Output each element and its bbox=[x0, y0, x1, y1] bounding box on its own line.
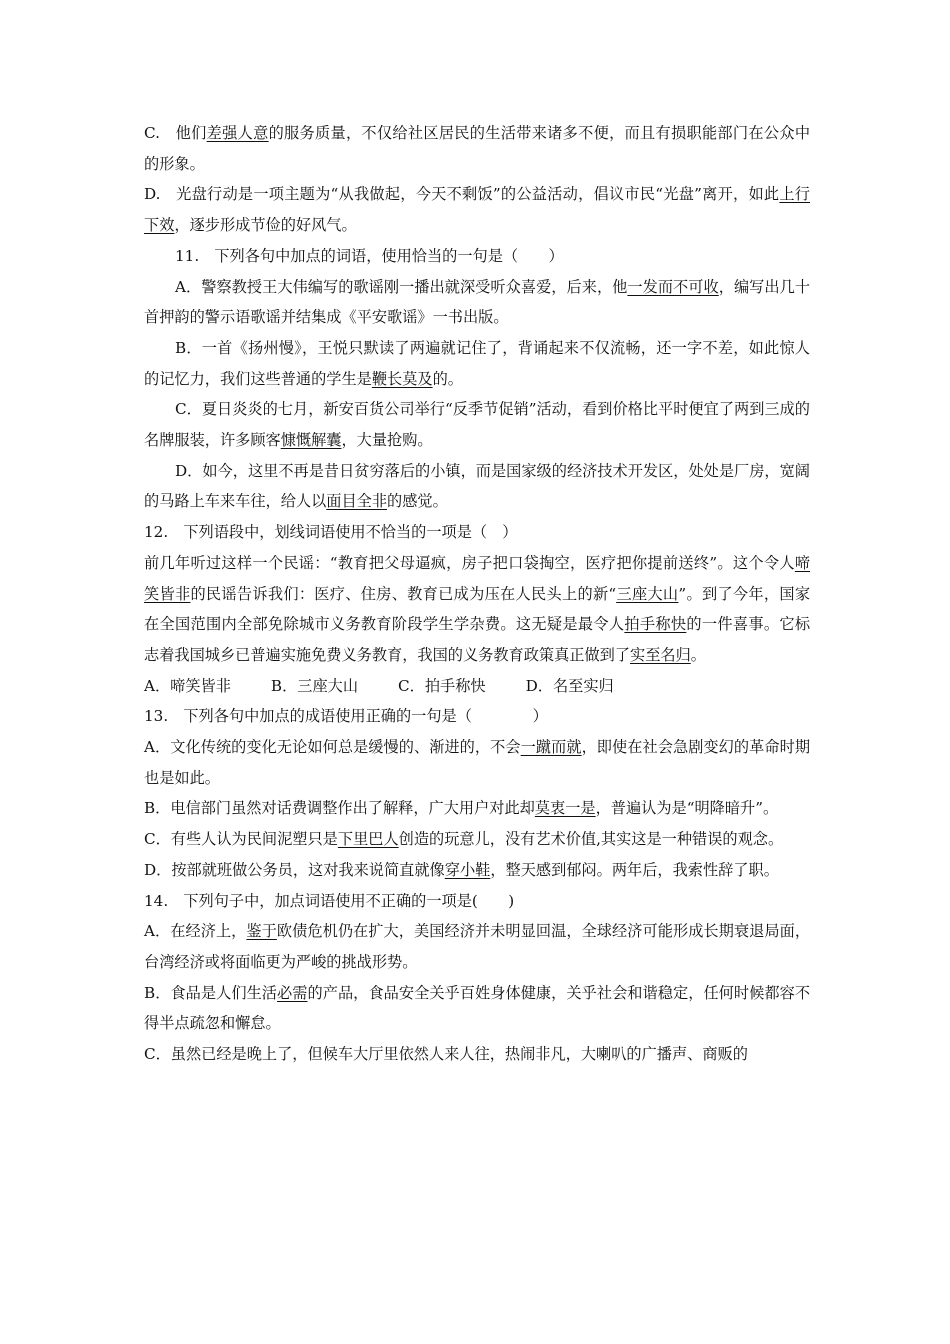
q11-option-b: B．一首《扬州慢》，王悦只默读了两遍就记住了，背诵起来不仅流畅，还一字不差，如此惊人的记忆力，我们这些普通的学生是鞭长莫及的。 bbox=[144, 338, 810, 388]
q13-option-d: D．按部就班做公务员，这对我来说简直就像穿小鞋，整天感到郁闷。两年后，我索性辞了职。 bbox=[144, 860, 779, 879]
q11-option-c: C．夏日炎炎的七月，新安百货公司举行“反季节促销”活动，看到价格比平时便宜了两到三成的名牌服装，许多顾客慷慨解囊，大量抢购。 bbox=[144, 400, 810, 450]
underlined-term: 鉴于 bbox=[246, 922, 277, 941]
q12-passage: 前几年听过这样一个民谣：“教育把父母逼疯，房子把口袋掏空，医疗把你提前送终”。这个令人啼笑皆非的民谣告诉我们：医疗、住房、教育已成为压在人民头上的新“三座大山”。到了今年，国家在全国范围内全部免除城市义务教育阶段学生学杂费。这无疑是最令人拍手称快的一件喜事。它标志着我国城乡已普遍实施免费义务教育，我国的义务教育政策真正做到了实至名归。 bbox=[144, 553, 811, 664]
q10-option-c: C. 他们差强人意的服务质量，不仅给社区居民的生活带来诸多不便，而且有损职能部门在公众中的形象。 bbox=[144, 124, 811, 173]
q12-option-c: C．拍手称快 bbox=[398, 676, 486, 695]
underlined-term: 下里巴人 bbox=[337, 830, 399, 849]
q13-option-b: B．电信部门虽然对话费调整作出了解释，广大用户对此却莫衷一是，普遍认为是“明降暗升”。 bbox=[144, 799, 779, 818]
underlined-term: 差强人意 bbox=[206, 124, 269, 142]
q12-stem: 12. 下列语段中，划线词语使用不恰当的一项是（ ） bbox=[144, 523, 518, 542]
q14-stem: 14. 下列句子中，加点词语使用不正确的一项是( ) bbox=[144, 891, 515, 910]
q13-option-c: C．有些人认为民间泥塑只是下里巴人创造的玩意儿，没有艺术价值,其实这是一种错误的观念。 bbox=[144, 830, 784, 849]
q13-option-a: A．文化传统的变化无论如何总是缓慢的、渐进的，不会一蹴而就，即使在社会急剧变幻的革命时期也是如此。 bbox=[144, 738, 811, 787]
underlined-term: 一蹴而就 bbox=[520, 738, 582, 757]
underlined-term: 面目全非 bbox=[326, 492, 387, 511]
q12-option-d: D．名至实归 bbox=[525, 676, 614, 695]
q11-option-d: D．如今，这里不再是昔日贫穷落后的小镇，而是国家级的经济技术开发区，处处是厂房，宽阔的马路上车来车往，给人以面目全非的感觉。 bbox=[144, 461, 810, 511]
underlined-term: 拍手称快 bbox=[624, 615, 687, 634]
q14-option-a: A．在经济上，鉴于欧债危机仍在扩大，美国经济并未明显回温，全球经济可能形成长期衰退局面，台湾经济或将面临更为严峻的挑战形势。 bbox=[144, 922, 811, 971]
q11-stem: 11. 下列各句中加点的词语，使用恰当的一句是（ ） bbox=[175, 246, 564, 265]
underlined-term: 莫衷一是 bbox=[534, 799, 596, 818]
q12-option-b: B．三座大山 bbox=[270, 676, 359, 695]
q10-option-d: D. 光盘行动是一项主题为“从我做起，今天不剩饭”的公益活动，倡议市民“光盘”离开，如此上行下效，逐步形成节俭的好风气。 bbox=[144, 185, 810, 235]
underlined-term: 一发而不可收 bbox=[627, 277, 719, 296]
q14-option-b: B．食品是人们生活必需的产品，食品安全关乎百姓身体健康，关乎社会和谐稳定，任何时候都容不得半点疏忽和懈怠。 bbox=[144, 983, 811, 1033]
underlined-term: 上行下效 bbox=[144, 185, 810, 235]
underlined-term: 实至名归 bbox=[630, 645, 691, 664]
underlined-term: 三座大山 bbox=[616, 584, 679, 603]
underlined-term: 必需 bbox=[277, 983, 308, 1002]
underlined-term: 穿小鞋 bbox=[444, 860, 491, 879]
document-page bbox=[144, 118, 810, 1070]
q14-option-c: C．虽然已经是晚上了，但候车大厅里依然人来人往，热闹非凡，大喇叭的广播声、商贩的 bbox=[144, 1045, 748, 1064]
q12-options bbox=[144, 671, 810, 702]
q12-option-a: A．啼笑皆非 bbox=[144, 676, 231, 695]
underlined-term: 啼笑皆非 bbox=[144, 553, 810, 603]
underlined-term: 慷慨解囊 bbox=[280, 431, 342, 450]
underlined-term: 鞭长莫及 bbox=[371, 369, 433, 388]
q13-stem: 13. 下列各句中加点的成语使用正确的一句是（ ） bbox=[144, 707, 548, 726]
q11-option-a: A．警察教授王大伟编写的歌谣刚一播出就深受听众喜爱，后来，他一发而不可收，编写出几十首押韵的警示语歌谣并结集成《平安歌谣》一书出版。 bbox=[144, 277, 811, 327]
